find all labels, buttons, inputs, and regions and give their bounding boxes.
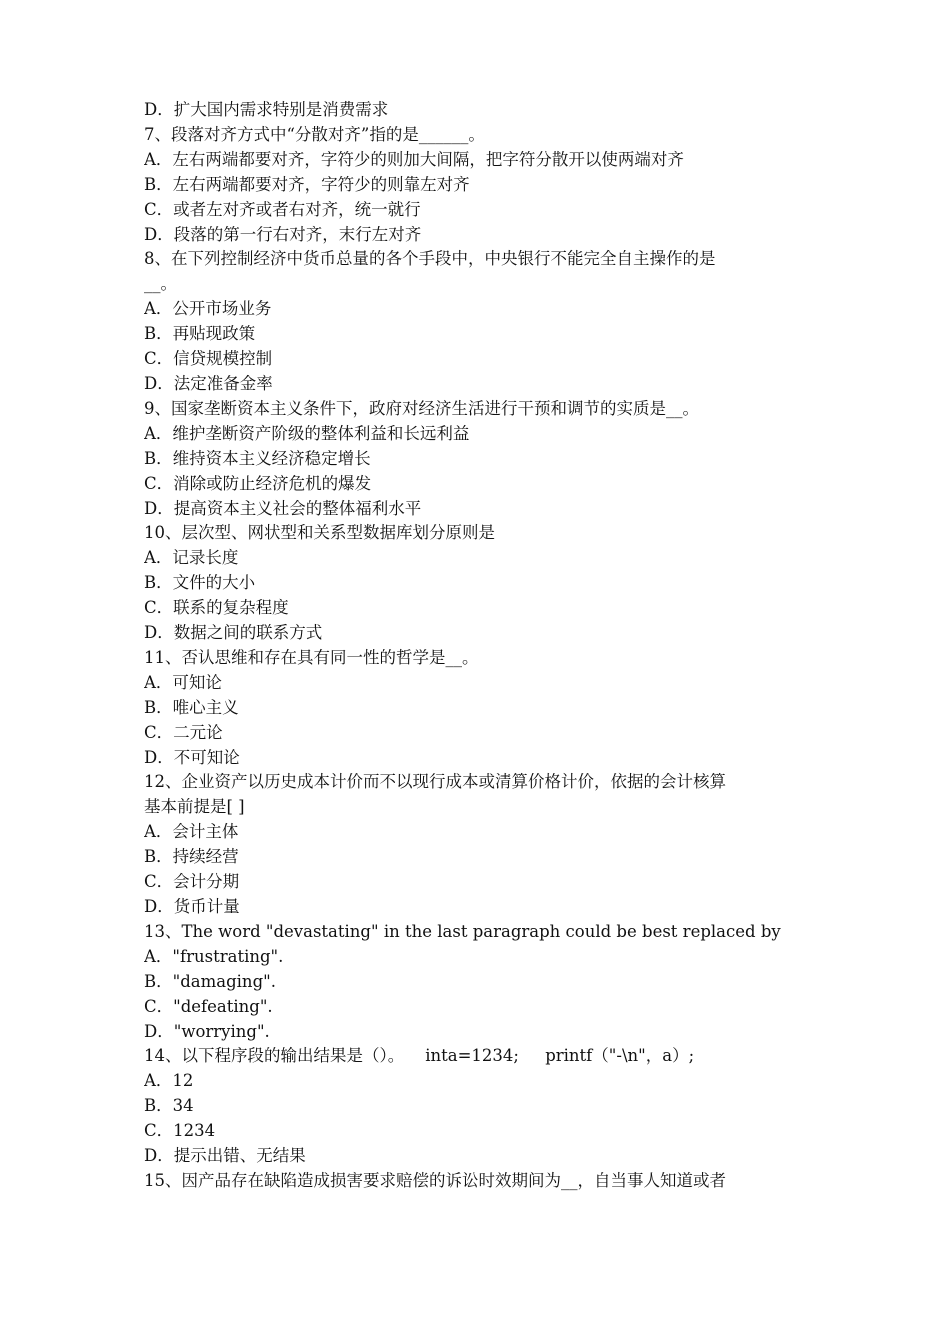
text-line: D．货币计量 <box>144 897 240 916</box>
text-line: D．提高资本主义社会的整体福利水平 <box>144 498 422 518</box>
text-line: A．维护垄断资产阶级的整体利益和长远利益 <box>144 423 470 443</box>
text-line: C．会计分期 <box>144 872 240 892</box>
text-line: D．提示出错、无结果 <box>144 1146 306 1166</box>
text-line: A．记录长度 <box>144 548 239 568</box>
text-line: 9、国家垄断资本主义条件下，政府对经济生活进行干预和调节的实质是__。 <box>144 398 699 418</box>
text-line: A．可知论 <box>144 672 222 692</box>
text-line: D．段落的第一行右对齐，末行左对齐 <box>144 224 422 244</box>
text-line: 基本前提是[ ] <box>144 797 245 817</box>
text-line: 11、否认思维和存在具有同一性的哲学是__。 <box>144 647 479 667</box>
text-line: A．公开市场业务 <box>144 299 272 319</box>
text-line: A．会计主体 <box>144 822 239 842</box>
text-line: 7、段落对齐方式中“分散对齐”指的是______。 <box>144 124 485 144</box>
text-line: B．持续经营 <box>144 847 239 867</box>
text-line: C．联系的复杂程度 <box>144 598 289 618</box>
text-line: __。 <box>144 274 177 294</box>
text-line: A．"frustrating". <box>144 946 284 966</box>
text-line: D．数据之间的联系方式 <box>144 623 323 643</box>
text-line: D．不可知论 <box>144 747 240 767</box>
text-line: 14、以下程序段的输出结果是（）。 inta=1234; printf（"-\n"，a）; <box>144 1046 695 1066</box>
text-line: B．"damaging". <box>144 971 276 991</box>
text-line: 10、层次型、网状型和关系型数据库划分原则是 <box>144 523 495 543</box>
text-line: B．再贴现政策 <box>144 324 256 344</box>
text-line: C．1234 <box>144 1121 216 1141</box>
document-body <box>144 98 814 1194</box>
text-line: C．信贷规模控制 <box>144 349 273 369</box>
text-line: B．唯心主义 <box>144 697 239 717</box>
text-line: C．"defeating". <box>144 996 273 1016</box>
text-line: B．文件的大小 <box>144 573 256 593</box>
text-line: B．34 <box>144 1096 194 1116</box>
text-line: C．二元论 <box>144 722 223 742</box>
text-line: 15、因产品存在缺陷造成损害要求赔偿的诉讼时效期间为__，自当事人知道或者 <box>144 1170 726 1190</box>
text-line: B．维持资本主义经济稳定增长 <box>144 448 371 468</box>
text-line: 8、在下列控制经济中货币总量的各个手段中，中央银行不能完全自主操作的是 <box>144 249 716 269</box>
text-line: 13、The word "devastating" in the last paragraph could be best replaced by <box>144 921 781 941</box>
text-line: A．左右两端都要对齐，字符少的则加大间隔，把字符分散开以使两端对齐 <box>144 149 684 169</box>
text-line: B．左右两端都要对齐，字符少的则靠左对齐 <box>144 174 470 194</box>
text-line: A．12 <box>144 1071 194 1091</box>
text-line: D．法定准备金率 <box>144 373 273 393</box>
text-line: C．或者左对齐或者右对齐，统一就行 <box>144 199 421 219</box>
text-line: D．"worrying". <box>144 1021 270 1041</box>
text-line: C．消除或防止经济危机的爆发 <box>144 473 372 493</box>
text-line: 12、企业资产以历史成本计价而不以现行成本或清算价格计价，依据的会计核算 <box>144 772 726 792</box>
text-line: D．扩大国内需求特别是消费需求 <box>144 100 389 119</box>
